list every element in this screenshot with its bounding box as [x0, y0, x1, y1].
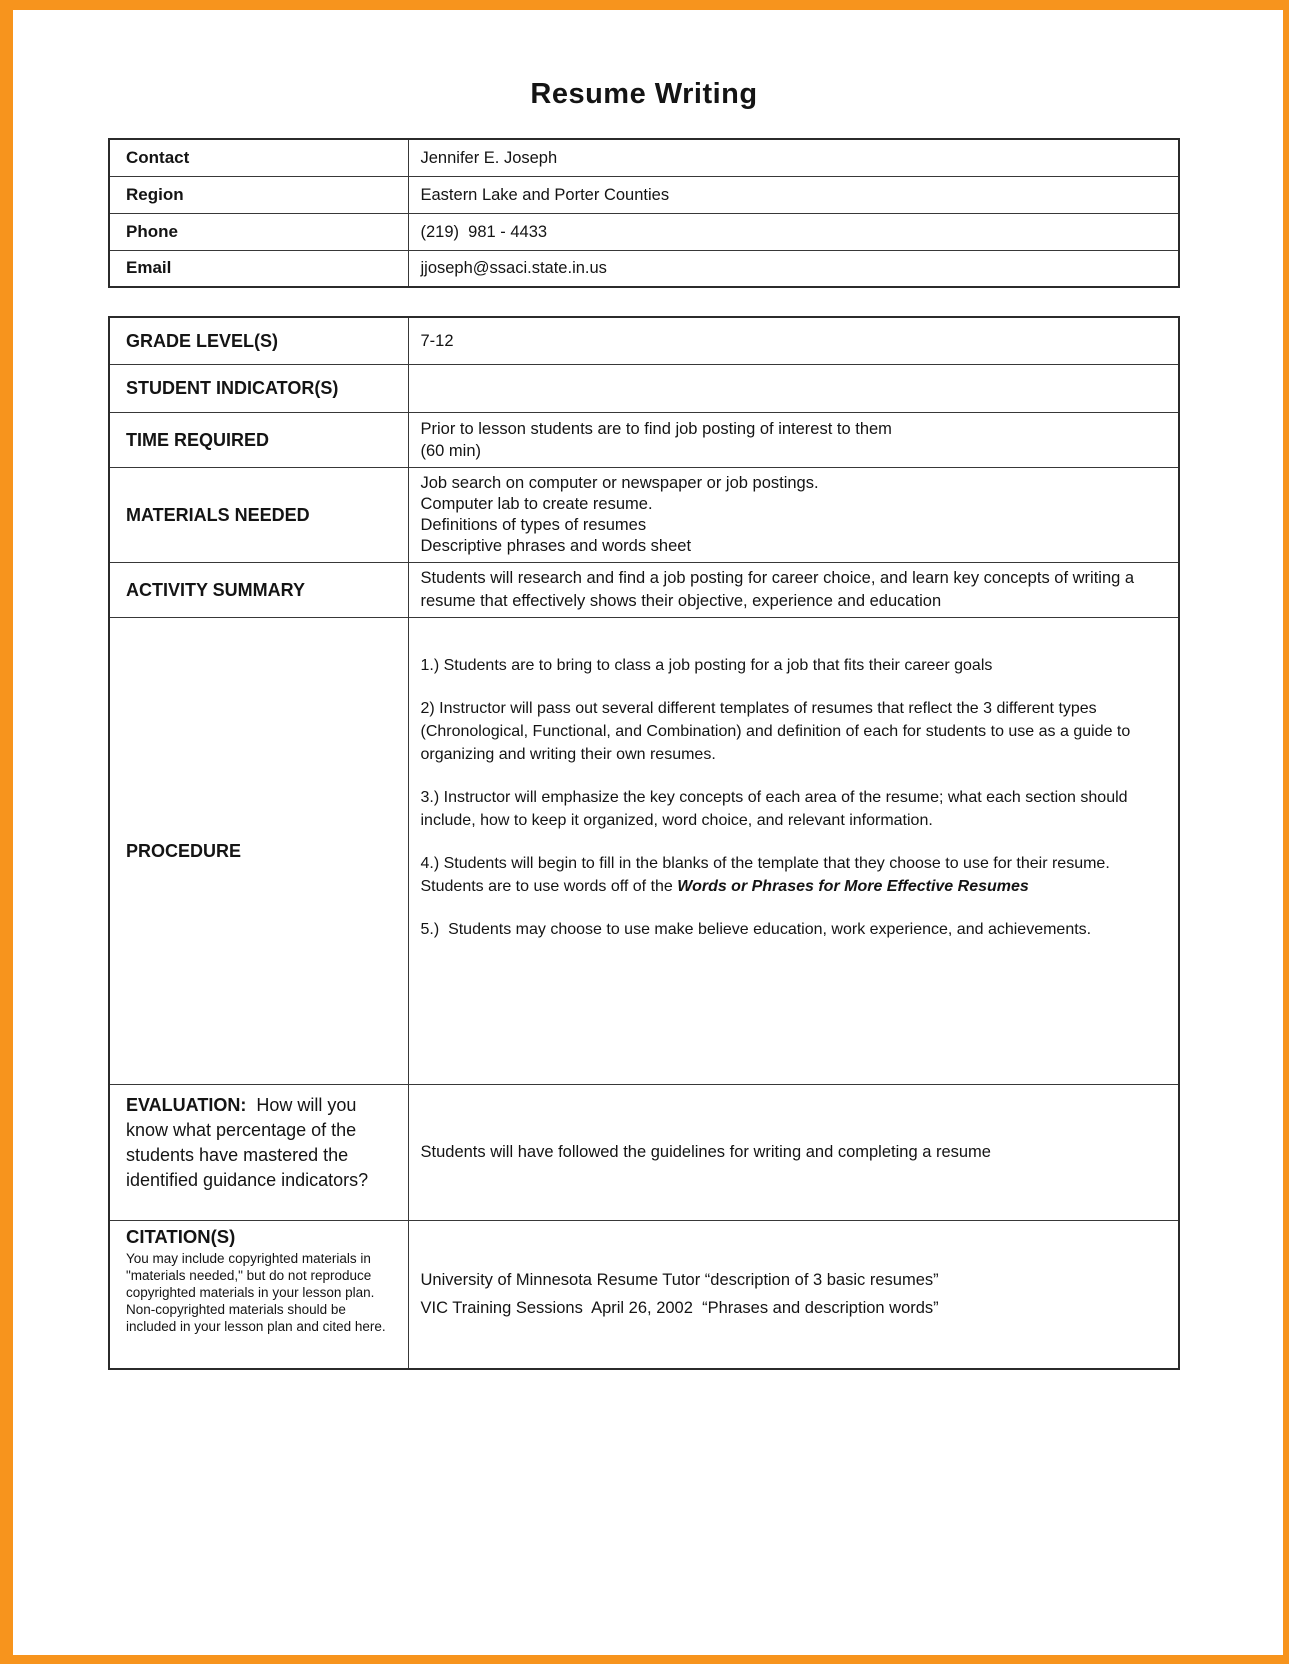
- time-required-label: TIME REQUIRED: [109, 412, 408, 467]
- citation-line: VIC Training Sessions April 26, 2002 “Phrases and description words”: [420, 1299, 939, 1318]
- phone-label: Phone: [109, 213, 408, 250]
- document-content: [108, 76, 1180, 1370]
- text-line: Computer lab to create resume.: [420, 494, 653, 513]
- procedure-value: [408, 617, 1179, 1084]
- text-line: Job search on computer or newspaper or job postings.: [420, 473, 819, 492]
- contact-value: Jennifer E. Joseph: [408, 139, 1179, 176]
- emphasized-handout-title: Words or Phrases for More Effective Resumes: [677, 877, 1029, 895]
- evaluation-label: [109, 1084, 408, 1220]
- lesson-plan-table: [108, 316, 1180, 1370]
- table-row: [109, 213, 1179, 250]
- time-required-value: [408, 412, 1179, 467]
- procedure-step: 3.) Instructor will emphasize the key concepts of each area of the resume; what each section should include, how to keep it organized, word choice, and relevant information.: [420, 788, 1132, 829]
- phone-value: (219) 981 - 4433: [408, 213, 1179, 250]
- procedure-step: 1.) Students are to bring to class a job posting for a job that fits their career goals: [420, 656, 993, 674]
- student-indicators-row: [109, 364, 1179, 412]
- activity-summary-label: ACTIVITY SUMMARY: [109, 562, 408, 617]
- region-label: Region: [109, 176, 408, 213]
- contact-table: [108, 138, 1180, 288]
- evaluation-label-question: How will you know what percentage of the students have mastered the identified guidance indicators?: [126, 1094, 369, 1190]
- text-line: Definitions of types of resumes: [420, 515, 647, 534]
- materials-needed-row: [109, 467, 1179, 562]
- procedure-step: 2) Instructor will pass out several different templates of resumes that reflect the 3 different types (Chronological, Functional, and Combination) and definition of each for students to use as a guide to organizing and writing their own resumes.: [420, 699, 1135, 763]
- grade-level-row: [109, 317, 1179, 364]
- materials-needed-label: MATERIALS NEEDED: [109, 467, 408, 562]
- procedure-step: 5.) Students may choose to use make believe education, work experience, and achievements.: [420, 920, 1092, 938]
- time-required-row: [109, 412, 1179, 467]
- email-value: jjoseph@ssaci.state.in.us: [408, 250, 1179, 287]
- text-line: Descriptive phrases and words sheet: [420, 536, 692, 555]
- grade-level-label: GRADE LEVEL(S): [109, 317, 408, 364]
- citations-label: [109, 1220, 408, 1369]
- procedure-label: PROCEDURE: [109, 617, 408, 1084]
- student-indicators-value: [408, 364, 1179, 412]
- procedure-step: 4.) Students will begin to fill in the blanks of the template that they choose to use for their resume. Students are to use words off of the Words or Phrases for More Effective Resumes: [420, 854, 1115, 895]
- page-title: Resume Writing: [530, 78, 758, 110]
- text-line: Prior to lesson students are to find job posting of interest to them: [420, 419, 892, 438]
- activity-summary-value: Students will research and find a job posting for career choice, and learn key concepts of writing a resume that effectively shows their objective, experience and education: [408, 562, 1179, 617]
- evaluation-row: [109, 1084, 1179, 1220]
- citations-heading: CITATION(S): [126, 1225, 236, 1247]
- grade-level-value: 7-12: [408, 317, 1179, 364]
- table-row: [109, 250, 1179, 287]
- contact-label: Contact: [109, 139, 408, 176]
- table-row: [109, 176, 1179, 213]
- procedure-row: [109, 617, 1179, 1084]
- evaluation-label-heading: EVALUATION:: [126, 1094, 247, 1115]
- region-value: Eastern Lake and Porter Counties: [408, 176, 1179, 213]
- citations-row: [109, 1220, 1179, 1369]
- activity-summary-row: [109, 562, 1179, 617]
- table-row: [109, 139, 1179, 176]
- citations-value: [408, 1220, 1179, 1369]
- citations-note: You may include copyrighted materials in "materials needed," but do not reproduce copyrighted materials in your lesson plan. Non-copyrighted materials should be included in your lesson plan and cited here.: [126, 1250, 386, 1334]
- citation-line: University of Minnesota Resume Tutor “description of 3 basic resumes”: [420, 1271, 939, 1290]
- student-indicators-label: STUDENT INDICATOR(S): [109, 364, 408, 412]
- email-label: Email: [109, 250, 408, 287]
- text-line: (60 min): [420, 441, 482, 460]
- materials-needed-value: [408, 467, 1179, 562]
- evaluation-value: Students will have followed the guidelines for writing and completing a resume: [408, 1084, 1179, 1220]
